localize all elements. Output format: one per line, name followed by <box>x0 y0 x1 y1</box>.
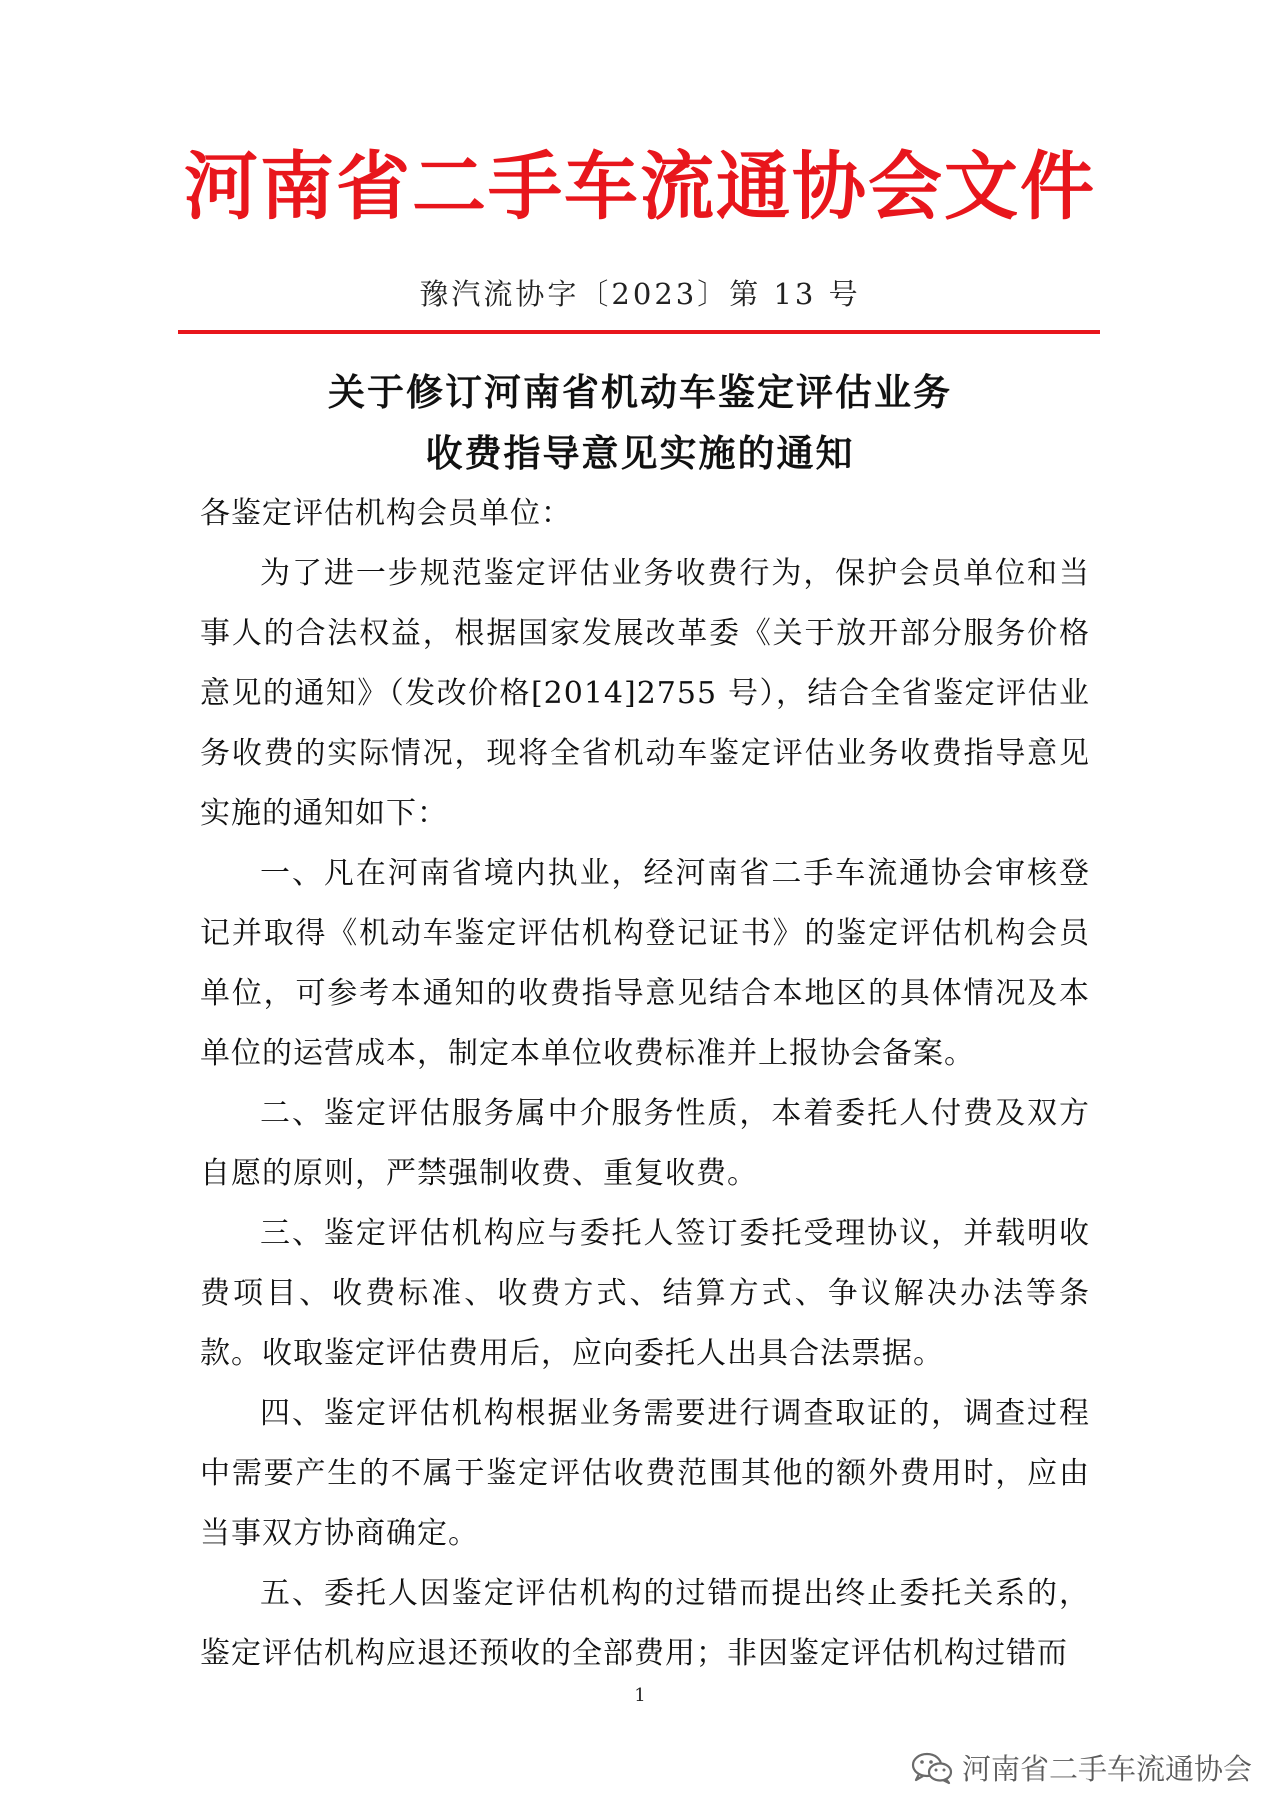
watermark-text: 河南省二手车流通协会 <box>961 1752 1252 1786</box>
body-paragraph-5: 五、委托人因鉴定评估机构的过错而提出终止委托关系的，鉴定评估机构应退还预收的全部费用；非因鉴定评估机构过错而 <box>200 1576 1090 1671</box>
wechat-icon <box>910 1751 954 1785</box>
document-masthead: 河南省二手车流通协会文件 <box>184 144 1096 230</box>
document-body <box>200 484 1090 1684</box>
document-title-line-1: 关于修订河南省机动车鉴定评估业务 <box>328 370 952 414</box>
page-number: 1 <box>634 1685 646 1706</box>
masthead-divider <box>178 330 1100 334</box>
salutation: 各鉴定评估机构会员单位： <box>200 496 572 531</box>
body-paragraph-1: 一、凡在河南省境内执业，经河南省二手车流通协会审核登记并取得《机动车鉴定评估机构登记证书》的鉴定评估机构会员单位，可参考本通知的收费指导意见结合本地区的具体情况及本单位的运营成本，制定本单位收费标准并上报协会备案。 <box>200 856 1090 1071</box>
body-paragraph-3: 三、鉴定评估机构应与委托人签订委托受理协议，并载明收费项目、收费标准、收费方式、结算方式、争议解决办法等条款。收取鉴定评估费用后，应向委托人出具合法票据。 <box>200 1216 1090 1371</box>
body-paragraph-intro: 为了进一步规范鉴定评估业务收费行为，保护会员单位和当事人的合法权益，根据国家发展改革委《关于放开部分服务价格意见的通知》（发改价格[2014]2755 号），结合全省鉴定评估业务收费的实际情况，现将全省机动车鉴定评估业务收费指导意见实施的通知如下： <box>200 556 1090 831</box>
document-title-line-2: 收费指导意见实施的通知 <box>425 431 855 475</box>
body-paragraph-2: 二、鉴定评估服务属中介服务性质，本着委托人付费及双方自愿的原则，严禁强制收费、重复收费。 <box>200 1096 1090 1191</box>
document-number: 豫汽流协字〔2023〕第 13 号 <box>419 277 861 311</box>
body-paragraph-4: 四、鉴定评估机构根据业务需要进行调查取证的，调查过程中需要产生的不属于鉴定评估收费范围其他的额外费用时，应由当事双方协商确定。 <box>200 1396 1090 1551</box>
wechat-watermark <box>910 1747 1252 1788</box>
